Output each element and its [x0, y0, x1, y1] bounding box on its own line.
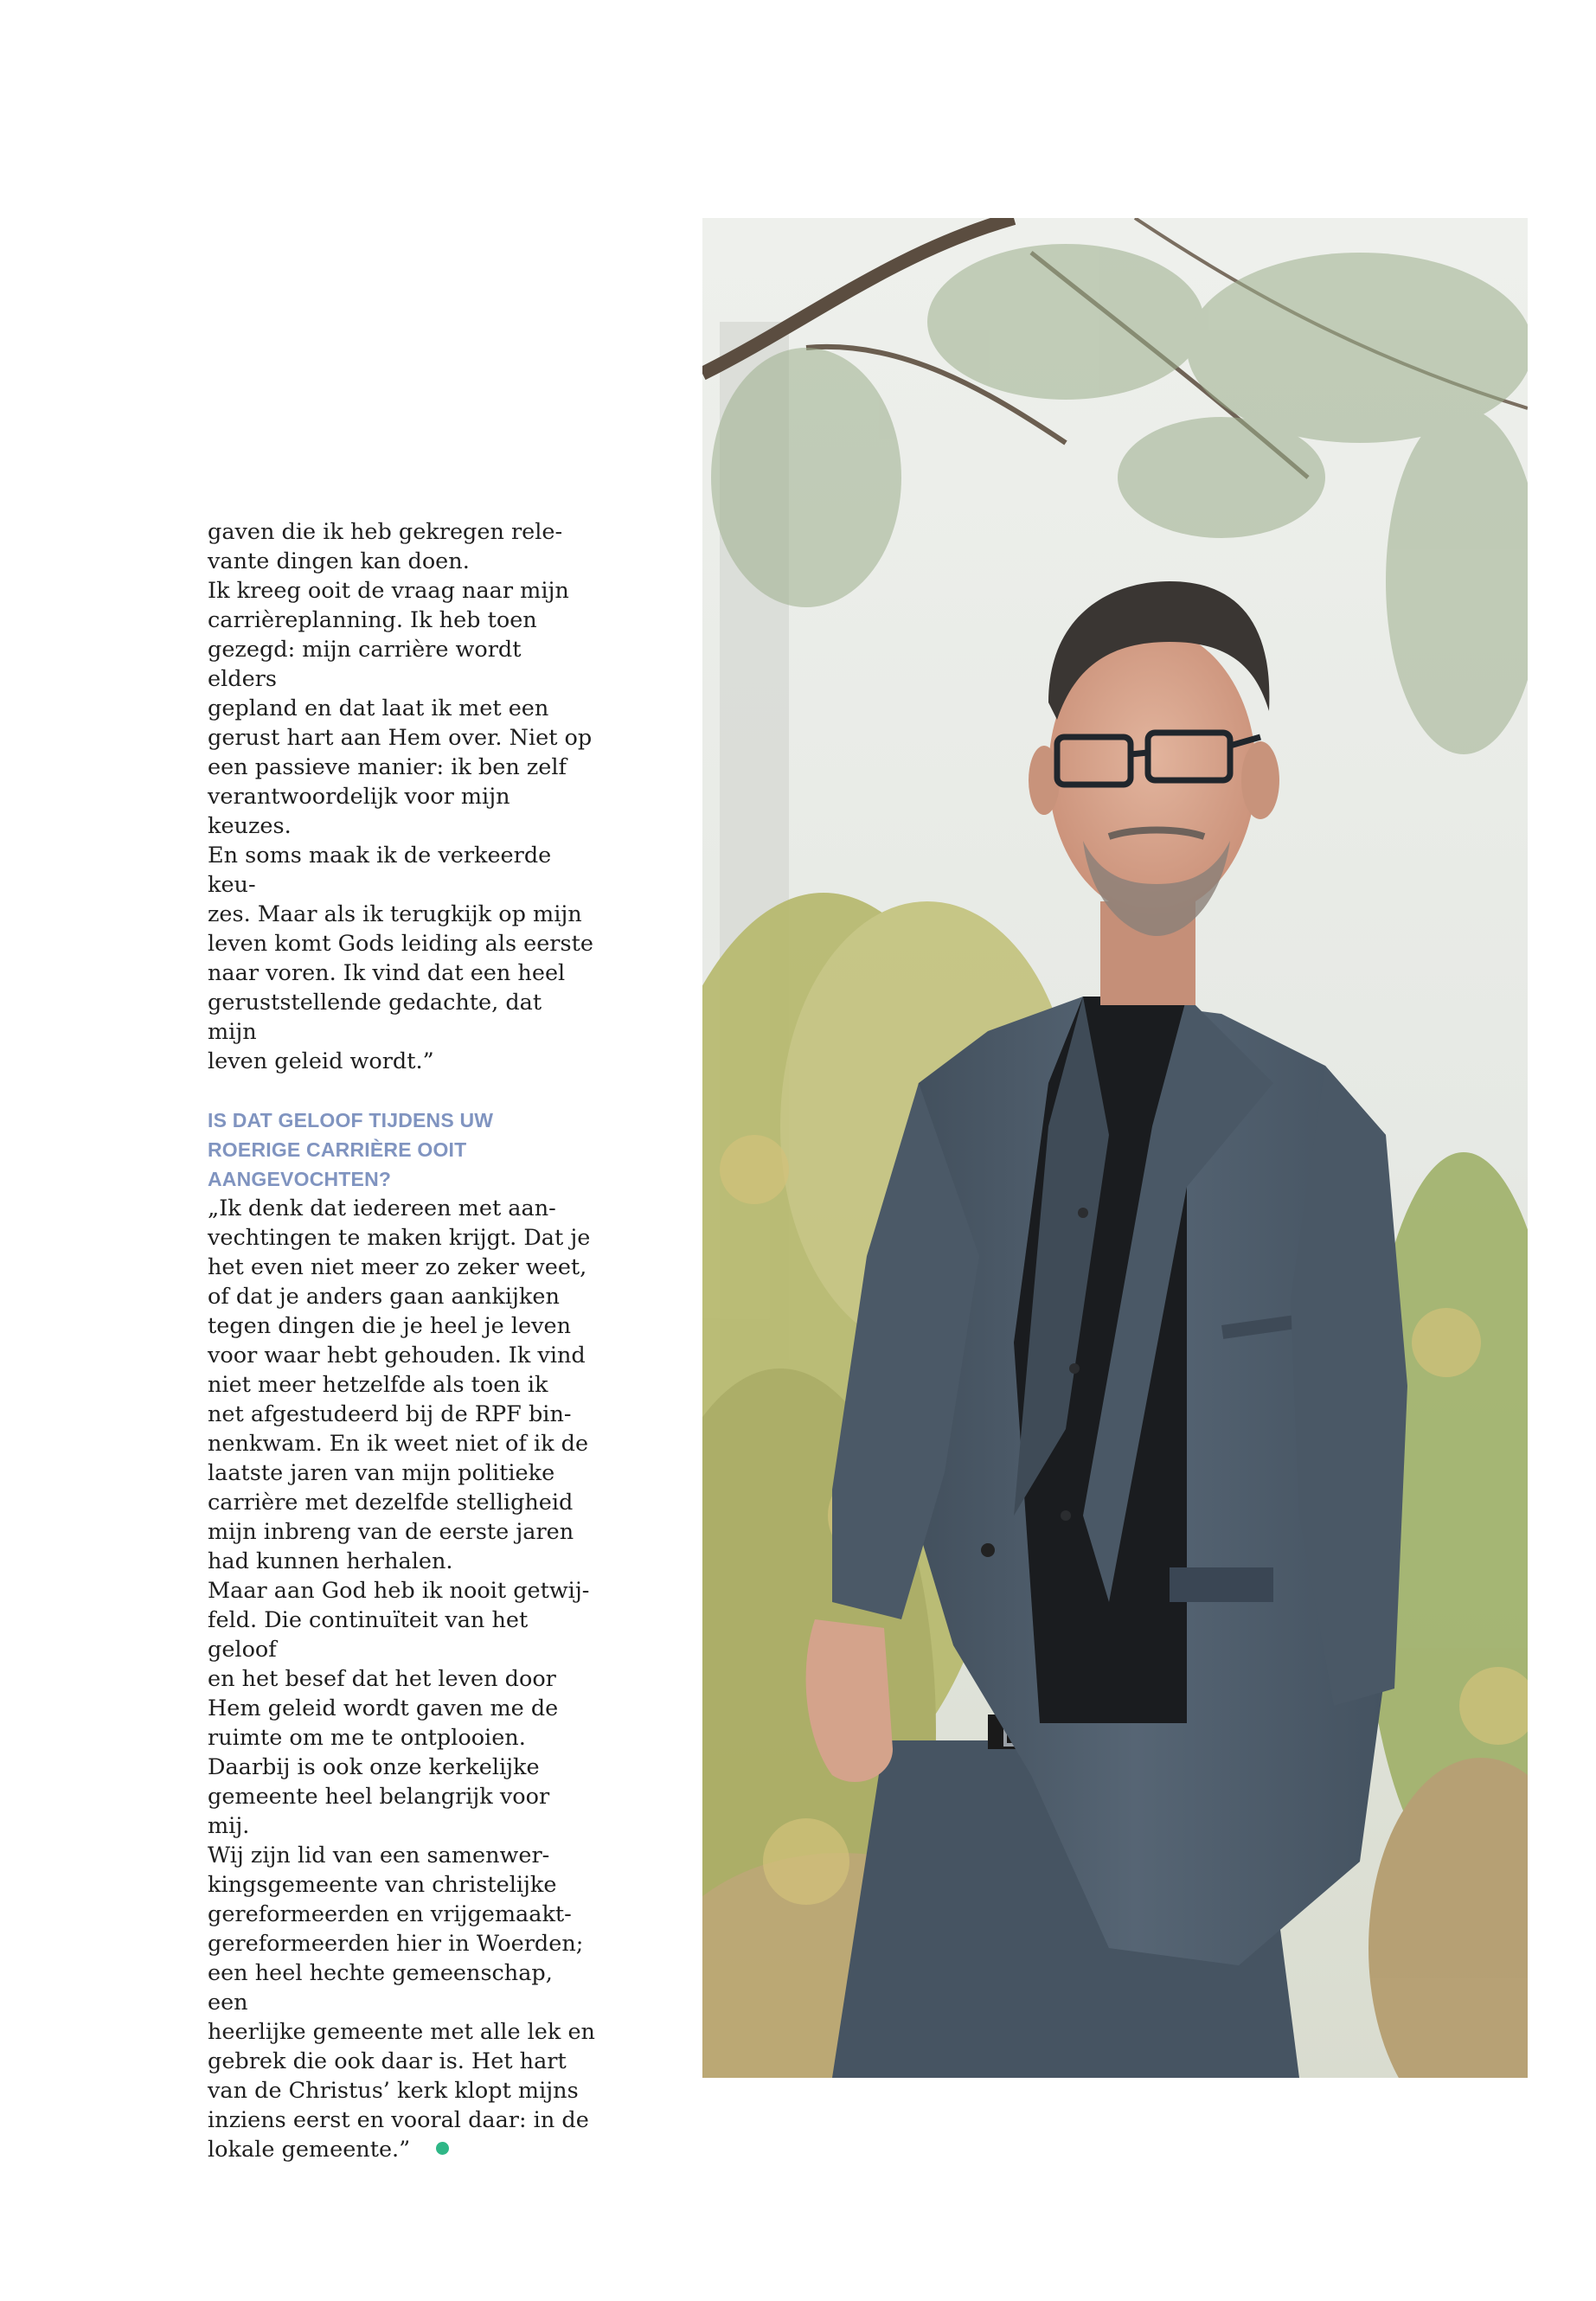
interview-question: IS DAT GELOOF TIJDENS UW ROERIGE CARRIÈRE OOIT AANGEVOCHTEN?: [208, 1109, 494, 1190]
paragraph-4: [208, 1576, 597, 2164]
portrait-photo: [702, 218, 1528, 2078]
paragraph-3: „Ik denk dat iedereen met aan- vechtingen te maken krijgt. Dat je het even niet meer zo zeker weet, of dat je anders gaan aankijken tegen dingen die je heel je leven voor waar hebt gehouden. Ik vind niet meer hetzelfde als toen ik net afgestudeerd bij de RPF bin- nenkwam. En ik weet niet of ik de laatste jaren van mijn politieke carrière met dezelfde stelligheid mijn inbreng van de eerste jaren had kunnen herhalen.: [208, 1195, 591, 1574]
paragraph-4-text: Maar aan God heb ik nooit getwij- feld. Die continuïteit van het geloof en het besef dat het leven door Hem geleid wordt gaven me de ruimte om me te ontplooien. Daarbij is ook onze kerkelijke gemeente heel belangrijk voor mij. Wij zijn lid van een samenwer- kingsgemeente van christelijke gereformeerden en vrijgemaakt- gereformeerden hier in Woerden; een heel hechte gemeenschap, een heerlijke gemeente met alle lek en gebrek die ook daar is. Het hart van de Christus’ kerk klopt mijns inziens eerst en vooral daar: in de lokale gemeente.”: [208, 1578, 595, 2163]
article-text-column: [208, 517, 597, 2164]
paragraph-1: gaven die ik heb gekregen rele- vante dingen kan doen.: [208, 519, 563, 574]
portrait-photo-illustration: [702, 218, 1528, 2078]
end-of-article-marker: [436, 2142, 449, 2155]
paragraph-2: Ik kreeg ooit de vraag naar mijn carrièreplanning. Ik heb toen gezegd: mijn carrière wordt elders gepland en dat laat ik met een gerust hart aan Hem over. Niet op een passieve manier: ik ben zelf verantwoordelijk voor mijn keuzes. En soms maak ik de verkeerde keu- zes. Maar als ik terugkijk op mijn leven komt Gods leiding als eerste naar voren. Ik vind dat een heel geruststellende gedachte, dat mijn leven geleid wordt.”: [208, 578, 593, 1074]
